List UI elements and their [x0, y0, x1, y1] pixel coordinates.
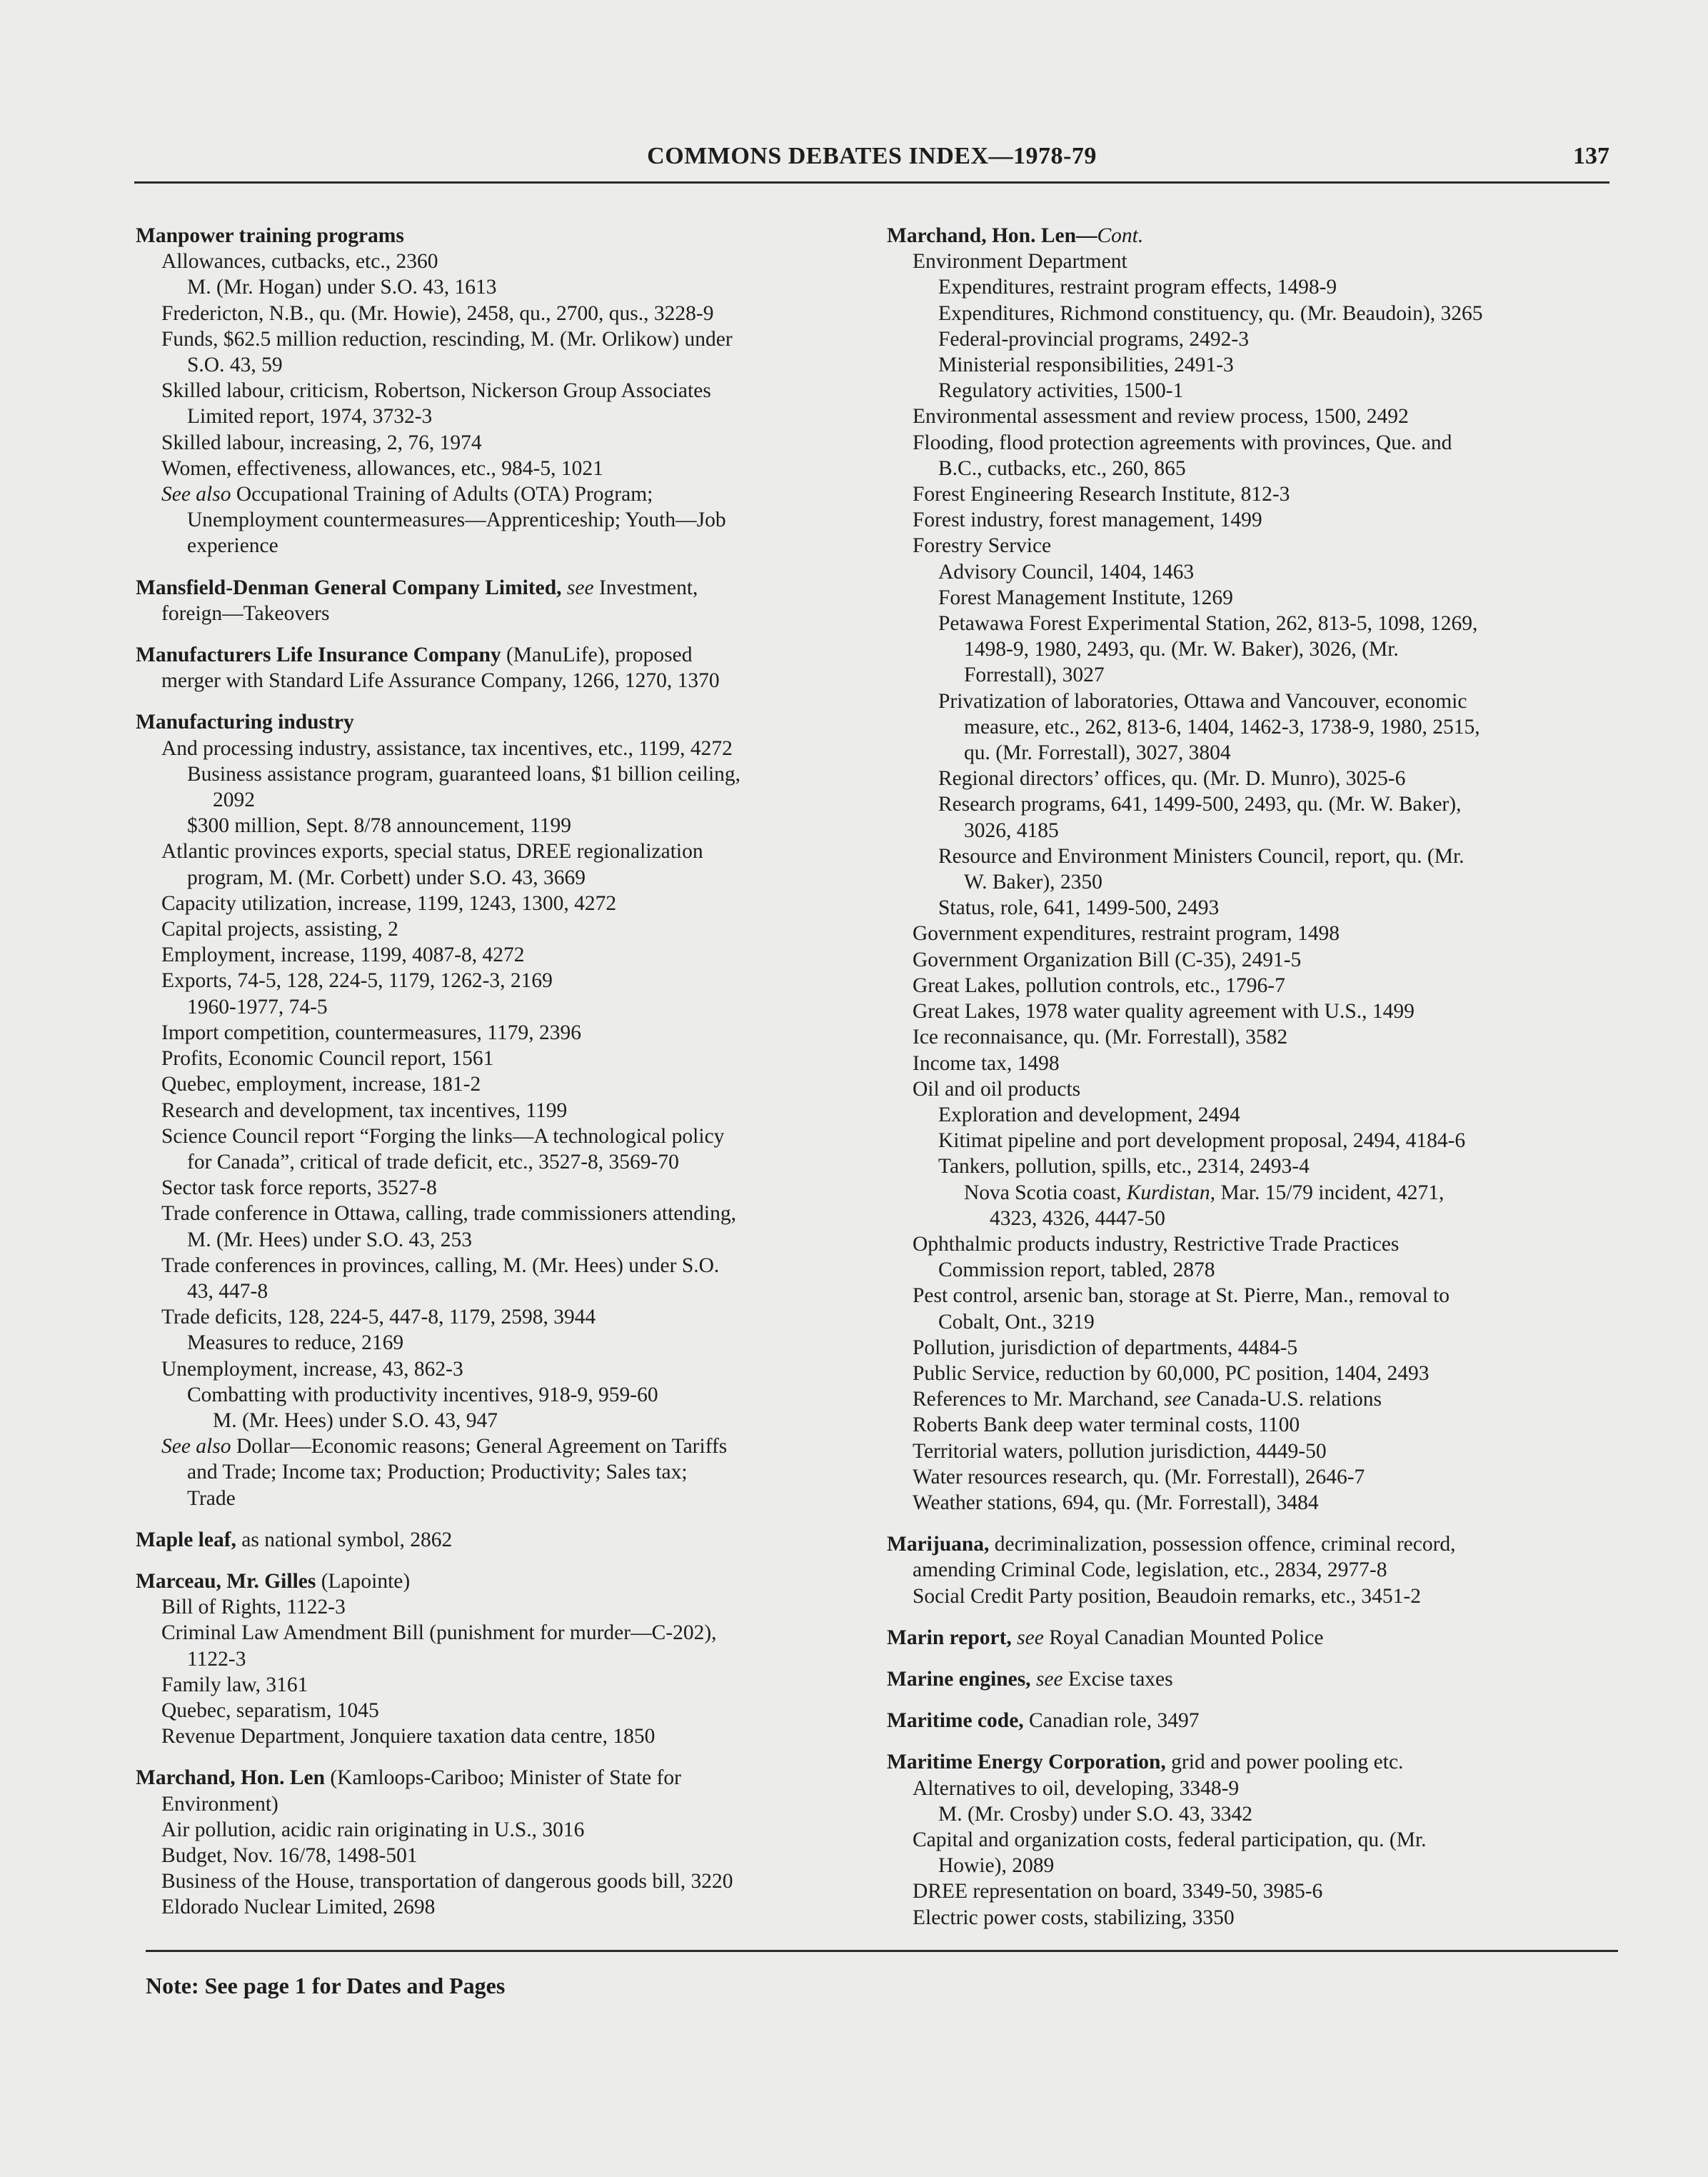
index-entry	[136, 575, 864, 626]
entry-term: Marchand, Hon. Len—	[887, 224, 1097, 247]
entry-subline	[136, 787, 864, 813]
entry-subline	[136, 326, 864, 352]
entry-text: Excise taxes	[1063, 1667, 1173, 1691]
entry-text: Income tax, 1498	[913, 1051, 1060, 1075]
entry-text: Fredericton, N.B., qu. (Mr. Howie), 2458, qu., 2700, qus., 3228-9	[161, 301, 714, 325]
entry-term: Manpower training programs	[136, 224, 404, 247]
entry-subline	[887, 766, 1622, 791]
entry-text: Limited report, 1974, 3732-3	[187, 405, 433, 429]
entry-text: Pest control, arsenic ban, storage at St. Pierre, Man., removal to	[913, 1284, 1450, 1308]
entry-text: Criminal Law Amendment Bill (punishment for murder—C-202),	[161, 1621, 717, 1645]
entry-subline	[136, 1098, 864, 1123]
entry-subline	[136, 1123, 864, 1149]
entry-text: Expenditures, restraint program effects, 1498-9	[938, 276, 1337, 299]
entry-subline	[887, 1905, 1622, 1931]
entry-text: Forestry Service	[913, 534, 1052, 558]
entry-text: Research programs, 641, 1499-500, 2493, qu. (Mr. W. Baker),	[938, 793, 1462, 816]
entry-text: Mar. 15/79 incident, 4271,	[1215, 1181, 1445, 1204]
entry-subline	[887, 895, 1622, 921]
entry-heading-line	[887, 1749, 1622, 1775]
entry-subline	[887, 1153, 1622, 1179]
entry-text: Forest Management Institute, 1269	[938, 586, 1233, 609]
entry-text: Measures to reduce, 2169	[187, 1331, 404, 1355]
entry-text: M. (Mr. Hees) under S.O. 43, 947	[213, 1408, 498, 1432]
entry-subline	[136, 994, 864, 1020]
entry-subline	[887, 559, 1622, 585]
entry-text: Regional directors’ offices, qu. (Mr. D. Munro), 3025-6	[938, 767, 1406, 791]
entry-term: Marine engines,	[887, 1667, 1031, 1691]
entry-subline	[136, 761, 864, 787]
entry-term: Marijuana,	[887, 1533, 990, 1556]
entry-text: amending Criminal Code, legislation, etc., 2834, 2977-8	[913, 1558, 1387, 1582]
entry-text: Capital projects, assisting, 2	[161, 918, 398, 941]
entry-subline	[887, 1464, 1622, 1490]
entry-text: 1960-1977, 74-5	[187, 995, 328, 1019]
entry-subline	[136, 430, 864, 456]
entry-text: Environment)	[161, 1792, 278, 1816]
italic-text: Kurdistan,	[1126, 1181, 1216, 1204]
entry-text: 3026, 4185	[964, 819, 1059, 842]
entry-text: DREE representation on board, 3349-50, 3985-6	[913, 1880, 1323, 1903]
entry-heading-line	[136, 1765, 864, 1791]
entry-text: Dollar—Economic reasons; General Agreement on Tariffs	[231, 1435, 728, 1458]
entry-text: Territorial waters, pollution jurisdiction, 4449-50	[913, 1439, 1327, 1463]
entry-text: qu. (Mr. Forrestall), 3027, 3804	[964, 741, 1231, 765]
entry-subline	[136, 1227, 864, 1253]
entry-text: Allowances, cutbacks, etc., 2360	[161, 250, 438, 274]
entry-subline	[887, 1206, 1622, 1231]
entry-text	[1031, 1668, 1036, 1691]
entry-subline	[887, 249, 1622, 274]
entry-subline	[887, 1102, 1622, 1128]
entry-term: Marceau, Mr. Gilles	[136, 1569, 316, 1593]
entry-text: Quebec, employment, increase, 181-2	[161, 1073, 481, 1096]
entry-subline	[887, 1128, 1622, 1153]
entry-text: Business of the House, transportation of dangerous goods bill, 3220	[161, 1870, 733, 1893]
entry-text: M. (Mr. Hogan) under S.O. 43, 1613	[187, 276, 497, 299]
entry-subline	[887, 973, 1622, 999]
entry-text: grid and power pooling etc.	[1165, 1751, 1404, 1774]
entry-subline	[136, 1408, 864, 1433]
entry-subline	[887, 689, 1622, 714]
index-entry	[136, 1765, 864, 1920]
entry-text: Ministerial responsibilities, 2491-3	[938, 354, 1234, 377]
entry-heading-line	[887, 1531, 1622, 1557]
entry-term: Mansfield-Denman General Company Limited,	[136, 576, 562, 599]
entry-text: Funds, $62.5 million reduction, rescinding, M. (Mr. Orlikow) under	[161, 327, 733, 351]
entry-text: Flooding, flood protection agreements with provinces, Que. and	[913, 431, 1452, 454]
entry-text: Forrestall), 3027	[964, 664, 1105, 687]
entry-subline	[136, 1071, 864, 1097]
entry-text: Science Council report “Forging the links—A technological policy	[161, 1124, 725, 1148]
entry-text: Public Service, reduction by 60,000, PC position, 1404, 2493	[913, 1361, 1430, 1385]
entry-subline	[887, 456, 1622, 481]
entry-text: Revenue Department, Jonquiere taxation data centre, 1850	[161, 1725, 655, 1748]
entry-subline	[136, 1253, 864, 1278]
entry-text: Petawawa Forest Experimental Station, 262, 813-5, 1098, 1269,	[938, 612, 1478, 636]
entry-text: References to Mr. Marchand,	[913, 1388, 1165, 1411]
entry-text: foreign—Takeovers	[161, 601, 330, 625]
entry-subline	[136, 736, 864, 761]
entry-subline	[136, 1020, 864, 1046]
entry-subline	[136, 352, 864, 378]
index-entry	[887, 1749, 1622, 1930]
entry-subline	[887, 1827, 1622, 1853]
entry-text: Profits, Economic Council report, 1561	[161, 1047, 494, 1071]
italic-text: Cont.	[1097, 224, 1144, 247]
entry-subline	[136, 1817, 864, 1843]
entry-subline	[887, 1283, 1622, 1308]
entry-text: Advisory Council, 1404, 1463	[938, 560, 1195, 584]
entry-text: M. (Mr. Crosby) under S.O. 43, 3342	[938, 1802, 1253, 1826]
entry-subline	[136, 1672, 864, 1698]
entry-text: Environmental assessment and review process, 1500, 2492	[913, 405, 1409, 429]
entry-text: Unemployment, increase, 43, 862-3	[161, 1357, 463, 1381]
entry-subline	[136, 1356, 864, 1382]
entry-term: Marchand, Hon. Len	[136, 1766, 325, 1790]
entry-subline	[887, 844, 1622, 869]
entry-term: Manufacturers Life Insurance Company	[136, 644, 501, 667]
entry-text: (Kamloops-Cariboo; Minister of State for	[325, 1766, 681, 1790]
entry-subline	[887, 1583, 1622, 1609]
entry-subline	[887, 301, 1622, 326]
entry-subline	[887, 585, 1622, 611]
entry-text: Privatization of laboratories, Ottawa and Vancouver, economic	[938, 689, 1467, 713]
entry-term: Maritime Energy Corporation,	[887, 1751, 1166, 1774]
entry-text: Expenditures, Richmond constituency, qu. (Mr. Beaudoin), 3265	[938, 301, 1483, 325]
entry-subline	[887, 1309, 1622, 1335]
entry-text: Social Credit Party position, Beaudoin remarks, etc., 3451-2	[913, 1584, 1421, 1608]
entry-text: Business assistance program, guaranteed loans, $1 billion ceiling,	[187, 762, 741, 786]
entry-subline	[887, 1335, 1622, 1361]
entry-text: decriminalization, possession offence, criminal record,	[989, 1533, 1456, 1556]
entry-text: Occupational Training of Adults (OTA) Program;	[231, 483, 653, 506]
entry-text: Resource and Environment Ministers Council, report, qu. (Mr.	[938, 844, 1465, 868]
entry-subline	[887, 533, 1622, 559]
entry-subline	[887, 1386, 1622, 1412]
entry-text: Ice reconnaisance, qu. (Mr. Forrestall), 3582	[913, 1026, 1288, 1049]
entry-text: S.O. 43, 59	[187, 354, 283, 377]
entry-subline	[136, 1433, 864, 1459]
entry-subline	[136, 942, 864, 968]
index-entry	[887, 1666, 1622, 1692]
entry-subline	[887, 662, 1622, 688]
entry-subline	[136, 668, 864, 694]
entry-subline	[887, 1180, 1622, 1206]
italic-text: see	[566, 576, 594, 599]
entry-subline	[887, 1231, 1622, 1257]
entry-text: Forest Engineering Research Institute, 812-3	[913, 483, 1290, 506]
index-entry	[887, 1531, 1622, 1609]
entry-text: measure, etc., 262, 813-6, 1404, 1462-3, 1738-9, 1980, 2515,	[964, 715, 1480, 739]
entry-text: Family law, 3161	[161, 1673, 308, 1696]
entry-text: Exports, 74-5, 128, 224-5, 1179, 1262-3, 2169	[161, 969, 553, 993]
italic-text: See also	[161, 1435, 231, 1458]
entry-text: Investment,	[593, 576, 698, 599]
entry-text: Government expenditures, restraint program, 1498	[913, 922, 1340, 946]
entry-text: Unemployment countermeasures—Apprenticeship; Youth—Job	[187, 509, 726, 532]
page-title: COMMONS DEBATES INDEX—1978-79	[647, 143, 1097, 169]
italic-text: See also	[161, 483, 231, 506]
entry-subline	[887, 326, 1622, 352]
entry-subline	[136, 1698, 864, 1723]
entry-subline	[887, 714, 1622, 740]
entry-subline	[887, 430, 1622, 456]
italic-text: see	[1035, 1667, 1063, 1691]
entry-text: Skilled labour, increasing, 2, 76, 1974	[161, 431, 482, 454]
entry-subline	[887, 611, 1622, 636]
entry-subline	[136, 1843, 864, 1868]
entry-text: merger with Standard Life Assurance Company, 1266, 1270, 1370	[161, 669, 720, 693]
page-header	[134, 143, 1609, 181]
entry-term: Maritime code,	[887, 1709, 1024, 1733]
entry-text: Roberts Bank deep water terminal costs, 1100	[913, 1413, 1300, 1437]
entry-text: Kitimat pipeline and port development proposal, 2494, 4184-6	[938, 1129, 1466, 1153]
index-entry	[136, 1527, 864, 1553]
left-column	[136, 223, 864, 1936]
index-entry	[136, 709, 864, 1511]
right-column	[887, 223, 1622, 1946]
entry-text: Exploration and development, 2494	[938, 1103, 1240, 1126]
entry-text: Women, effectiveness, allowances, etc., 984-5, 1021	[161, 456, 603, 480]
entry-text: Employment, increase, 1199, 4087-8, 4272	[161, 944, 525, 967]
index-entry	[887, 1625, 1622, 1651]
italic-text: see	[1164, 1388, 1191, 1411]
entry-subline	[887, 1438, 1622, 1464]
entry-heading-line	[136, 1527, 864, 1553]
entry-text: And processing industry, assistance, tax incentives, etc., 1199, 4272	[161, 736, 733, 760]
entry-text: Electric power costs, stabilizing, 3350	[913, 1906, 1235, 1929]
entry-subline	[136, 813, 864, 839]
entry-subline	[887, 1076, 1622, 1102]
entry-text: 1498-9, 1980, 2493, qu. (Mr. W. Baker), 3026, (Mr.	[964, 638, 1399, 661]
entry-subline	[887, 921, 1622, 946]
entry-subline	[887, 791, 1622, 817]
entry-heading-line	[136, 223, 864, 249]
entry-text: Trade conference in Ottawa, calling, trade commissioners attending,	[161, 1202, 736, 1226]
entry-subline	[136, 1486, 864, 1511]
entry-subline	[136, 1330, 864, 1356]
entry-text: Capital and organization costs, federal participation, qu. (Mr.	[913, 1828, 1427, 1851]
entry-text: M. (Mr. Hees) under S.O. 43, 253	[187, 1228, 473, 1251]
entry-subline	[136, 507, 864, 533]
entry-text: Ophthalmic products industry, Restrictive Trade Practices	[913, 1232, 1400, 1256]
entry-subline	[887, 1801, 1622, 1827]
entry-text: Weather stations, 694, qu. (Mr. Forrestall), 3484	[913, 1491, 1319, 1514]
entry-text: Nova Scotia coast,	[964, 1181, 1127, 1204]
entry-text: 43, 447-8	[187, 1279, 268, 1303]
entry-text: (ManuLife), proposed	[501, 644, 693, 667]
entry-subline	[887, 1412, 1622, 1438]
entry-text	[562, 576, 567, 599]
entry-text: Import competition, countermeasures, 1179, 2396	[161, 1021, 581, 1044]
entry-subline	[136, 1201, 864, 1226]
entry-text: Great Lakes, 1978 water quality agreement with U.S., 1499	[913, 1000, 1415, 1024]
entry-subline	[136, 301, 864, 326]
entry-text: Great Lakes, pollution controls, etc., 1796-7	[913, 974, 1285, 997]
entry-text: Pollution, jurisdiction of departments, 4484-5	[913, 1336, 1298, 1359]
entry-subline	[887, 1051, 1622, 1076]
entry-subline	[887, 378, 1622, 404]
entry-text: for Canada”, critical of trade deficit, etc., 3527-8, 3569-70	[187, 1150, 679, 1173]
entry-subline	[136, 1646, 864, 1672]
entry-subline	[887, 740, 1622, 766]
entry-subline	[887, 274, 1622, 300]
entry-text: Trade	[187, 1486, 236, 1510]
entry-text: Skilled labour, criticism, Robertson, Nickerson Group Associates	[161, 379, 711, 403]
entry-text: Atlantic provinces exports, special status, DREE regionalization	[161, 840, 703, 864]
entry-text: Government Organization Bill (C-35), 2491-5	[913, 948, 1302, 971]
italic-text: see	[1017, 1626, 1044, 1649]
entry-text: Cobalt, Ont., 3219	[938, 1310, 1095, 1333]
entry-heading-line	[136, 642, 864, 668]
entry-text: Trade conferences in provinces, calling, M. (Mr. Hees) under S.O.	[161, 1253, 720, 1277]
entry-subline	[136, 1175, 864, 1201]
entry-subline	[136, 274, 864, 300]
entry-text: Royal Canadian Mounted Police	[1043, 1626, 1324, 1649]
entry-text: Federal-provincial programs, 2492-3	[938, 327, 1249, 351]
entry-text: Alternatives to oil, developing, 3348-9	[913, 1776, 1240, 1800]
entry-subline	[136, 533, 864, 559]
entry-subline	[136, 249, 864, 274]
entry-text: Regulatory activities, 1500-1	[938, 379, 1184, 403]
entry-text: 1122-3	[187, 1647, 246, 1671]
entry-subline	[136, 378, 864, 404]
entry-heading-line	[887, 1625, 1622, 1651]
entry-text: B.C., cutbacks, etc., 260, 865	[938, 456, 1186, 480]
entry-subline	[136, 1620, 864, 1646]
entry-subline	[887, 1361, 1622, 1386]
entry-subline	[887, 404, 1622, 429]
entry-text: Oil and oil products	[913, 1077, 1081, 1101]
index-entry	[887, 1708, 1622, 1733]
entry-text: Combatting with productivity incentives, 918-9, 959-60	[187, 1383, 658, 1406]
entry-heading-line	[136, 709, 864, 735]
entry-subline	[136, 865, 864, 891]
entry-subline	[887, 818, 1622, 844]
entry-text: Canada-U.S. relations	[1190, 1388, 1382, 1411]
entry-subline	[136, 839, 864, 864]
footer-note: Note: See page 1 for Dates and Pages	[146, 1973, 506, 1998]
entry-subline	[136, 1046, 864, 1071]
entry-term: Manufacturing industry	[136, 711, 354, 734]
entry-subline	[136, 1304, 864, 1330]
entry-heading-line	[136, 575, 864, 601]
entry-heading-line	[887, 223, 1622, 249]
entry-subline	[887, 1257, 1622, 1283]
entry-subline	[887, 507, 1622, 533]
entry-text: Trade deficits, 128, 224-5, 447-8, 1179, 2598, 3944	[161, 1306, 596, 1329]
entry-text: Research and development, tax incentives, 1199	[161, 1098, 568, 1122]
entry-text: Budget, Nov. 16/78, 1498-501	[161, 1843, 418, 1867]
entry-subline	[887, 999, 1622, 1024]
entry-subline	[887, 352, 1622, 378]
entry-subline	[136, 481, 864, 507]
entry-text: Sector task force reports, 3527-8	[161, 1176, 437, 1200]
entry-text: Status, role, 641, 1499-500, 2493	[938, 896, 1220, 920]
entry-subline	[887, 1776, 1622, 1801]
index-entry	[887, 223, 1622, 1516]
header-rule	[134, 181, 1609, 184]
entry-text: program, M. (Mr. Corbett) under S.O. 43, 3669	[187, 866, 586, 889]
entry-text: $300 million, Sept. 8/78 announcement, 1199	[187, 814, 572, 838]
entry-heading-line	[887, 1708, 1622, 1733]
entry-heading-line	[136, 1568, 864, 1594]
entry-subline	[136, 891, 864, 916]
index-entry	[136, 1568, 864, 1749]
footer-rule	[146, 1950, 1618, 1952]
entry-subline	[887, 1557, 1622, 1583]
entry-text: Environment Department	[913, 250, 1127, 274]
entry-subline	[887, 1490, 1622, 1516]
entry-subline	[136, 1278, 864, 1304]
entry-subline	[136, 1594, 864, 1620]
entry-text: (Lapointe)	[316, 1569, 411, 1593]
entry-text: Eldorado Nuclear Limited, 2698	[161, 1896, 436, 1919]
entry-term: Maple leaf,	[136, 1528, 236, 1551]
entry-subline	[136, 1382, 864, 1408]
entry-text: W. Baker), 2350	[964, 871, 1102, 894]
entry-text: Air pollution, acidic rain originating in U.S., 3016	[161, 1818, 585, 1841]
entry-text: Bill of Rights, 1122-3	[161, 1596, 346, 1619]
entry-subline	[887, 1853, 1622, 1878]
entry-subline	[887, 636, 1622, 662]
index-entry	[136, 223, 864, 559]
entry-text: Capacity utilization, increase, 1199, 1243, 1300, 4272	[161, 891, 617, 915]
entry-text: Forest industry, forest management, 1499	[913, 509, 1262, 532]
entry-subline	[887, 481, 1622, 507]
entry-text: Commission report, tabled, 2878	[938, 1258, 1215, 1282]
entry-subline	[887, 1024, 1622, 1050]
entry-subline	[136, 404, 864, 429]
entry-heading-line	[887, 1666, 1622, 1692]
entry-text: and Trade; Income tax; Production; Productivity; Sales tax;	[187, 1461, 688, 1484]
entry-text: as national symbol, 2862	[236, 1528, 453, 1551]
entry-text: experience	[187, 534, 278, 558]
entry-subline	[136, 456, 864, 481]
entry-subline	[136, 1459, 864, 1485]
entry-text: 2092	[213, 789, 255, 812]
entry-subline	[136, 1791, 864, 1817]
entry-subline	[136, 1868, 864, 1894]
entry-text: Howie), 2089	[938, 1854, 1055, 1878]
entry-subline	[136, 968, 864, 994]
entry-subline	[136, 601, 864, 626]
entry-text: Quebec, separatism, 1045	[161, 1698, 379, 1722]
entry-subline	[136, 1149, 864, 1175]
entry-subline	[136, 1723, 864, 1749]
entry-subline	[136, 916, 864, 942]
page-number: 137	[1573, 143, 1609, 169]
entry-subline	[887, 869, 1622, 895]
entry-subline	[136, 1894, 864, 1920]
entry-text: Canadian role, 3497	[1023, 1709, 1200, 1733]
entry-text: 4323, 4326, 4447-50	[990, 1206, 1165, 1230]
entry-term: Marin report,	[887, 1626, 1012, 1649]
entry-subline	[887, 947, 1622, 973]
entry-text: Tankers, pollution, spills, etc., 2314, 2493-4	[938, 1155, 1310, 1178]
entry-subline	[887, 1878, 1622, 1904]
entry-text: Water resources research, qu. (Mr. Forrestall), 2646-7	[913, 1465, 1365, 1488]
index-entry	[136, 642, 864, 694]
